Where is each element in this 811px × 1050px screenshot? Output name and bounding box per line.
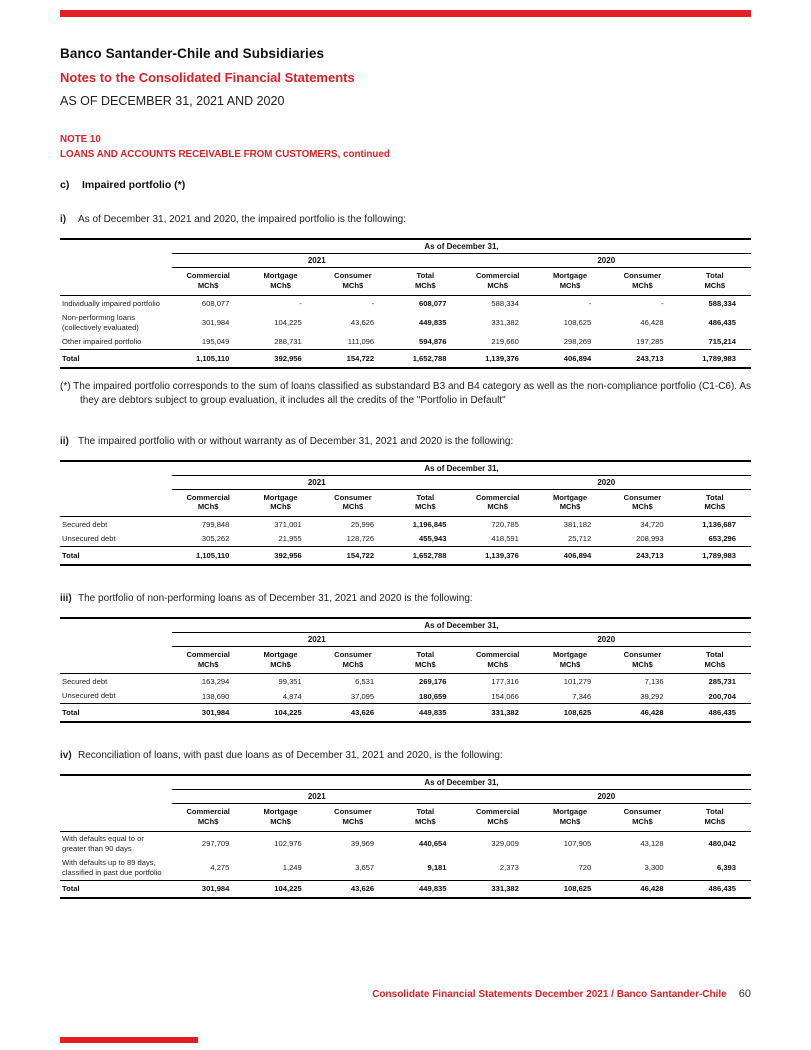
top-red-bar: [60, 10, 751, 17]
table-row: [60, 311, 751, 335]
cell-value: 486,435: [708, 318, 736, 328]
cell-value: 163,294: [201, 677, 230, 687]
subsection-iii-intro: [60, 593, 751, 604]
section-title: Impaired portfolio (*): [82, 179, 186, 192]
cell-value: 285,731: [708, 677, 736, 687]
subsection-i-intro: [60, 214, 751, 225]
cell-value: 46,428: [640, 318, 664, 328]
column-header: Consumer MCh$: [317, 268, 389, 296]
cell-value: 1,652,788: [389, 350, 461, 368]
section-letter: c): [60, 179, 70, 192]
row-label: Other impaired portfolio: [62, 337, 142, 347]
table-period-header: As of December 31,: [172, 618, 751, 633]
cell-value: 6,531: [355, 677, 375, 687]
column-header: Total MCh$: [389, 268, 461, 296]
column-header: Consumer MCh$: [606, 803, 678, 831]
cell-value: 331,382: [462, 704, 534, 722]
past-due-reconciliation-table-wrap: [60, 774, 751, 899]
table-total-row: [60, 704, 751, 722]
cell-value: 1,789,983: [679, 350, 751, 368]
cell-value: 25,712: [568, 534, 592, 544]
row-label: Total: [60, 880, 172, 898]
cell-value: 608,077: [201, 298, 230, 308]
footer-title: Consolidate Financial Statements December 2021 / Banco Santander-Chile: [372, 989, 727, 1000]
cell-value: 243,713: [606, 547, 678, 565]
column-header: Total MCh$: [679, 268, 751, 296]
cell-value: 108,625: [534, 880, 606, 898]
cell-value: 1,105,110: [172, 547, 244, 565]
cell-value: 37,095: [350, 691, 375, 701]
column-header: Total MCh$: [679, 803, 751, 831]
cell-value: 180,659: [419, 691, 447, 701]
cell-value: 39,292: [640, 691, 664, 701]
table-total-row: [60, 880, 751, 898]
column-header: Commercial MCh$: [172, 268, 244, 296]
column-header: Consumer MCh$: [606, 646, 678, 674]
cell-value: 46,428: [606, 704, 678, 722]
row-label: Unsecured debt: [62, 534, 116, 544]
column-header: Total MCh$: [679, 489, 751, 517]
cell-value: 305,262: [201, 534, 230, 544]
non-performing-loans-table-wrap: [60, 617, 751, 723]
cell-value: 331,382: [491, 318, 519, 328]
cell-value: 128,726: [346, 534, 375, 544]
column-header: Mortgage MCh$: [534, 268, 606, 296]
table-total-row: [60, 547, 751, 565]
cell-value: 6,393: [716, 863, 736, 873]
cell-value: 1,105,110: [172, 350, 244, 368]
subsection-ii-marker: ii): [60, 435, 69, 447]
cell-value: 46,428: [606, 880, 678, 898]
cell-value: 406,894: [534, 547, 606, 565]
row-label: Non-performing loans (collectively evaluated): [62, 313, 139, 332]
column-header: Commercial MCh$: [172, 646, 244, 674]
cell-value: 43,626: [317, 704, 389, 722]
cell-value: 4,275: [210, 863, 230, 873]
cell-value: 197,285: [636, 337, 664, 347]
cell-value: 1,652,788: [389, 547, 461, 565]
column-header: Commercial MCh$: [462, 268, 534, 296]
cell-value: 301,984: [172, 880, 244, 898]
cell-value: 7,346: [572, 691, 592, 701]
cell-value: 1,136,687: [702, 519, 736, 529]
cell-value: 108,625: [534, 704, 606, 722]
column-header: Commercial MCh$: [172, 803, 244, 831]
subsection-iv-marker: iv): [60, 749, 72, 761]
cell-value: 108,625: [563, 318, 592, 328]
year-header: 2020: [462, 475, 752, 489]
cell-value: 7,136: [644, 677, 664, 687]
cell-value: 43,128: [640, 839, 664, 849]
row-label: Secured debt: [62, 519, 108, 529]
column-header: Commercial MCh$: [462, 803, 534, 831]
date-line: AS OF DECEMBER 31, 2021 AND 2020: [60, 94, 285, 108]
subsection-iii-text: The portfolio of non-performing loans as of December 31, 2021 and 2020 is the following:: [78, 592, 473, 604]
non-performing-loans-table: [60, 617, 751, 723]
cell-value: 486,435: [679, 704, 751, 722]
column-header: Commercial MCh$: [462, 489, 534, 517]
subsection-ii-text: The impaired portfolio with or without warranty as of December 31, 2021 and 2020 is the following:: [78, 435, 514, 447]
cell-value: 243,713: [606, 350, 678, 368]
cell-value: 653,296: [708, 534, 736, 544]
year-header: 2021: [172, 789, 462, 803]
column-header: Commercial MCh$: [172, 489, 244, 517]
cell-value: 154,722: [317, 350, 389, 368]
cell-value: 154,722: [317, 547, 389, 565]
cell-value: 720: [578, 863, 592, 873]
cell-value: 301,984: [172, 704, 244, 722]
cell-value: 329,009: [491, 839, 519, 849]
note-title: LOANS AND ACCOUNTS RECEIVABLE FROM CUSTOMERS, continued: [60, 148, 390, 160]
cell-value: 588,334: [491, 298, 519, 308]
cell-value: 25,996: [350, 519, 375, 529]
row-label: Unsecured debt: [62, 691, 116, 701]
impaired-portfolio-table: [60, 238, 751, 368]
cell-value: 138,690: [201, 691, 230, 701]
column-header: Mortgage MCh$: [244, 803, 316, 831]
cell-value: 392,956: [244, 547, 316, 565]
column-header: Total MCh$: [389, 803, 461, 831]
cell-value: 4,874: [282, 691, 302, 701]
table-row: [60, 296, 751, 311]
notes-subtitle: Notes to the Consolidated Financial Statements: [60, 70, 355, 85]
cell-value: 297,709: [201, 839, 230, 849]
column-header: Mortgage MCh$: [244, 489, 316, 517]
page-number: 60: [738, 988, 751, 1000]
cell-value: -: [661, 298, 664, 308]
cell-value: 39,969: [350, 839, 375, 849]
cell-value: 301,984: [201, 318, 230, 328]
column-header: Mortgage MCh$: [534, 803, 606, 831]
cell-value: 269,176: [419, 677, 447, 687]
cell-value: 455,943: [419, 534, 447, 544]
cell-value: 594,876: [419, 337, 447, 347]
table-row: [60, 517, 751, 532]
cell-value: 392,956: [244, 350, 316, 368]
subsection-i-text: As of December 31, 2021 and 2020, the impaired portfolio is the following:: [78, 214, 406, 226]
cell-value: -: [588, 298, 592, 308]
cell-value: 799,848: [201, 519, 230, 529]
warranty-portfolio-table-wrap: [60, 460, 751, 566]
note-heading: [60, 133, 751, 162]
year-header: 2021: [172, 632, 462, 646]
cell-value: 104,225: [274, 318, 302, 328]
company-title: Banco Santander-Chile and Subsidiaries: [60, 46, 325, 61]
table-row: [60, 856, 751, 880]
cell-value: 449,835: [419, 318, 447, 328]
cell-value: 43,626: [317, 880, 389, 898]
cell-value: 381,182: [563, 519, 592, 529]
column-header: Mortgage MCh$: [534, 489, 606, 517]
column-header: Mortgage MCh$: [534, 646, 606, 674]
column-header: Total MCh$: [389, 489, 461, 517]
cell-value: 104,225: [244, 880, 316, 898]
cell-value: -: [299, 298, 302, 308]
section-heading: [60, 179, 751, 191]
year-header: 2020: [462, 632, 752, 646]
cell-value: 1,139,376: [462, 547, 534, 565]
row-label: Individually impaired portfolio: [62, 298, 160, 308]
cell-value: 43,626: [350, 318, 375, 328]
column-header: Consumer MCh$: [606, 489, 678, 517]
cell-value: 298,269: [563, 337, 592, 347]
table-row: [60, 335, 751, 350]
cell-value: 3,300: [644, 863, 664, 873]
cell-value: 288,731: [274, 337, 302, 347]
cell-value: 371,001: [274, 519, 302, 529]
column-header: Consumer MCh$: [317, 646, 389, 674]
column-header: Mortgage MCh$: [244, 646, 316, 674]
cell-value: 101,279: [563, 677, 592, 687]
year-header: 2021: [172, 475, 462, 489]
table-row: [60, 831, 751, 855]
column-header: Consumer MCh$: [606, 268, 678, 296]
past-due-reconciliation-table: [60, 774, 751, 899]
impaired-portfolio-table-wrap: [60, 238, 751, 368]
bottom-red-bar: [60, 1037, 198, 1043]
row-label: Total: [60, 704, 172, 722]
cell-value: 208,993: [636, 534, 664, 544]
cell-value: 3,657: [355, 863, 375, 873]
cell-value: 1,196,845: [412, 519, 447, 529]
table-total-row: [60, 350, 751, 368]
row-label: Secured debt: [62, 676, 108, 686]
footnote: (*) The impaired portfolio corresponds to the sum of loans classified as substandard B3 and B4 category as well as the non-compliance portfolio (C1-C6). As they are debtors subject to group evaluation, it includes all the credits of the "Portfolio in Default": [60, 380, 751, 407]
cell-value: 2,373: [499, 863, 519, 873]
cell-value: 1,249: [282, 863, 302, 873]
subsection-i-marker: i): [60, 214, 67, 226]
cell-value: 331,382: [462, 880, 534, 898]
note-number: NOTE 10: [60, 134, 101, 145]
cell-value: 9,181: [427, 863, 447, 873]
cell-value: 99,351: [278, 677, 302, 687]
table-period-header: As of December 31,: [172, 775, 751, 790]
column-header: Mortgage MCh$: [244, 268, 316, 296]
table-row: [60, 532, 751, 547]
year-header: 2021: [172, 254, 462, 268]
cell-value: 34,720: [640, 519, 664, 529]
table-period-header: As of December 31,: [172, 461, 751, 476]
cell-value: 107,905: [563, 839, 592, 849]
cell-value: 104,225: [244, 704, 316, 722]
subsection-iv-text: Reconciliation of loans, with past due loans as of December 31, 2021 and 2020, is the following:: [78, 749, 503, 761]
subsection-iv-intro: [60, 750, 751, 761]
table-period-header: As of December 31,: [172, 239, 751, 254]
cell-value: -: [371, 298, 375, 308]
cell-value: 406,894: [534, 350, 606, 368]
subsection-iii-marker: iii): [60, 592, 72, 604]
cell-value: 1,139,376: [462, 350, 534, 368]
column-header: Consumer MCh$: [317, 489, 389, 517]
column-header: Total MCh$: [679, 646, 751, 674]
table-row: [60, 674, 751, 689]
column-header: Total MCh$: [389, 646, 461, 674]
page-footer: [372, 988, 751, 1000]
cell-value: 418,591: [491, 534, 519, 544]
warranty-portfolio-table: [60, 460, 751, 566]
cell-value: 1,789,983: [679, 547, 751, 565]
row-label: Total: [60, 350, 172, 368]
year-header: 2020: [462, 789, 752, 803]
table-row: [60, 689, 751, 704]
cell-value: 449,835: [389, 880, 461, 898]
row-label: With defaults equal to or greater than 90 days: [62, 834, 144, 853]
subsection-ii-intro: [60, 436, 751, 447]
year-header: 2020: [462, 254, 752, 268]
cell-value: 486,435: [679, 880, 751, 898]
cell-value: 588,334: [708, 298, 736, 308]
cell-value: 177,316: [491, 677, 519, 687]
cell-value: 449,835: [389, 704, 461, 722]
column-header: Consumer MCh$: [317, 803, 389, 831]
cell-value: 720,785: [491, 519, 519, 529]
column-header: Commercial MCh$: [462, 646, 534, 674]
row-label: With defaults up to 89 days, classified in past due portfolio: [62, 858, 162, 877]
cell-value: 480,042: [708, 839, 736, 849]
cell-value: 21,955: [278, 534, 302, 544]
cell-value: 715,214: [708, 337, 736, 347]
cell-value: 440,654: [419, 839, 447, 849]
row-label: Total: [60, 547, 172, 565]
cell-value: 195,049: [201, 337, 230, 347]
cell-value: 200,704: [708, 691, 736, 701]
cell-value: 111,096: [347, 337, 375, 347]
cell-value: 154,066: [491, 691, 519, 701]
cell-value: 102,976: [274, 839, 302, 849]
cell-value: 219,660: [491, 337, 519, 347]
cell-value: 608,077: [419, 298, 447, 308]
